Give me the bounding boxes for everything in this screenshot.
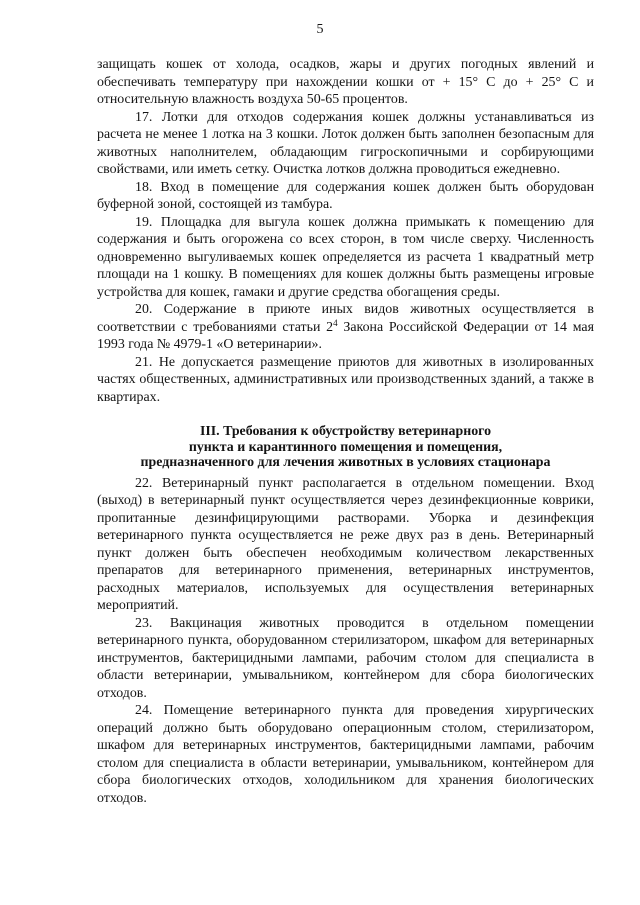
paragraph-18: 18. Вход в помещение для содержания кошек должен быть оборудован буферной зоной, состоящей из тамбура. (97, 179, 594, 212)
document-body (97, 56, 594, 807)
paragraph-20 (97, 301, 594, 354)
paragraph-19: 19. Площадка для выгула кошек должна примыкать к помещению для содержания и быть огорожена со всех сторон, в том числе сверху. Численность одновременно выгуливаемых кошек определяется из расчета 1 квадратный метр площади на 1 кошку. В помещениях для кошек должны быть размещены игровые устройства для кошек, гамаки и другие средства обогащения среды. (97, 214, 594, 300)
section-heading-line: предназначенного для лечения животных в условиях стационара (140, 455, 551, 470)
section-heading-line: III. Требования к обустройству ветеринарного (199, 424, 492, 439)
paragraph-20-text-before: 20. Содержание в приюте иных видов животных осуществляется в соответствии с требованиями статьи 2 (97, 302, 594, 335)
paragraph-23: 23. Вакцинация животных проводится в отдельном помещении ветеринарного пункта, оборудованном стерилизатором, шкафом для ветеринарных инструментов, бактерицидными лампами, рабочим столом для специалиста в области ветеринарии, умывальником, контейнером для сбора биологических отходов. (97, 615, 594, 701)
page-number: 5 (316, 22, 324, 37)
article-superscript: 4 (333, 317, 338, 328)
section-heading (97, 424, 594, 471)
section-heading-line: пункта и карантинного помещения и помещения, (188, 439, 503, 455)
paragraph-24: 24. Помещение ветеринарного пункта для проведения хирургических операций должно быть оборудовано операционным столом, стерилизатором, шкафом для ветеринарных инструментов, бактерицидными лампами, рабочим столом для специалиста в области ветеринарии, умывальником, контейнером для сбора биологических отходов, холодильником для хранения биологических отходов. (97, 703, 594, 806)
paragraph-17: 17. Лотки для отходов содержания кошек должны устанавливаться из расчета не менее 1 лотка на 3 кошки. Лоток должен быть заполнен безопасным для животных наполнителем, обладающим гигроскопичными и сорбирующими свойствами, или иметь сетку. Очистка лотков должна проводиться ежедневно. (97, 109, 594, 177)
paragraph-20-text-after: Закона Российской Федерации от 14 мая 1993 года № 4979-1 «О ветеринарии». (97, 319, 594, 352)
paragraph-continuation: защищать кошек от холода, осадков, жары и других погодных явлений и обеспечивать температуру при нахождении кошки от + 15° С до + 25° С и относительную влажность воздуха 50-65 процентов. (97, 57, 594, 107)
paragraph-22: 22. Ветеринарный пункт располагается в отдельном помещении. Вход (выход) в ветеринарный пункт осуществляется через дезинфекционные коврики, пропитанные дезинфицирующими растворами. Уборка и дезинфекция ветеринарного пункта осуществляется не реже двух раз в день. Ветеринарный пункт должен быть обеспечен необходимым количеством лекарственных препаратов для ветеринарного применения, ветеринарных инструментов, расходных материалов, используемых для осуществления ветеринарных мероприятий. (97, 475, 594, 613)
paragraph-21: 21. Не допускается размещение приютов для животных в изолированных частях общественных, административных или производственных зданий, а также в квартирах. (97, 354, 594, 405)
